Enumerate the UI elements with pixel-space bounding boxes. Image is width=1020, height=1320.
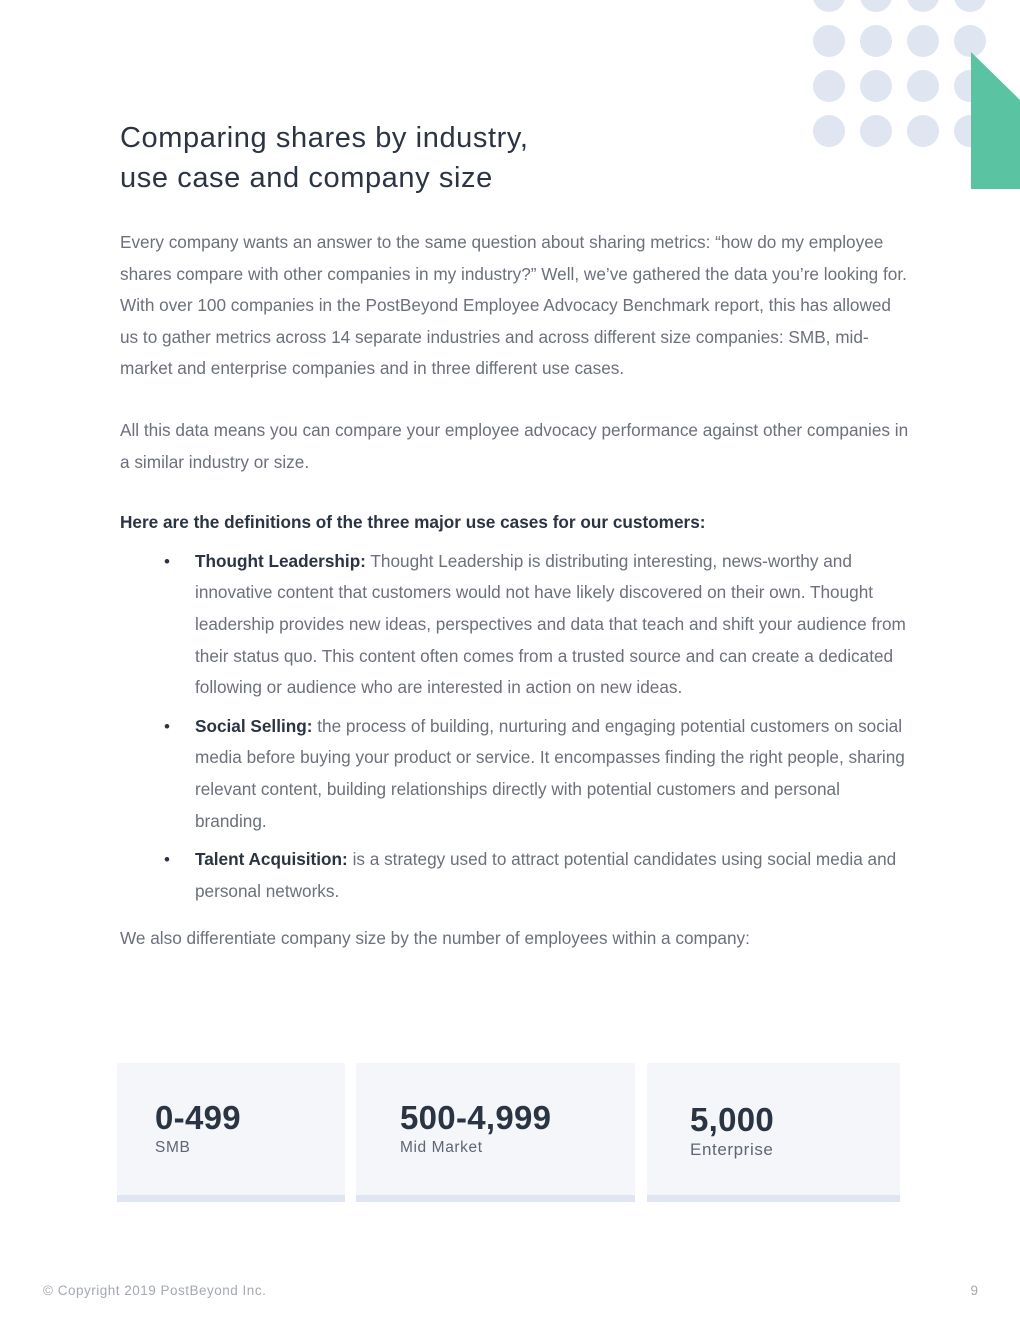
use-case-term: Social Selling:: [195, 715, 313, 736]
use-case-description: the process of building, nurturing and engaging potential customers on social media before buying your product or service. It encompasses finding the right people, sharing relevant content, building relationships directly with potential customers and personal branding.: [195, 715, 905, 831]
company-size-label: Enterprise: [690, 1140, 774, 1159]
decorative-corner-graphic: [800, 0, 1020, 200]
company-size-label: Mid Market: [400, 1139, 483, 1156]
use-case-talent-acquisition: [120, 844, 910, 907]
use-case-description: is a strategy used to attract potential candidates using social media and personal networks.: [195, 849, 897, 901]
dot-grid: [813, 0, 986, 147]
company-size-intro: We also differentiate company size by the number of employees within a company:: [120, 928, 750, 949]
company-size-card-enterprise: [647, 1063, 900, 1202]
company-size-range: 5,000: [690, 1101, 775, 1138]
page-title-line-1: Comparing shares by industry,: [120, 122, 529, 154]
use-case-thought-leadership: [120, 546, 910, 704]
bullet-icon: •: [164, 850, 170, 870]
use-case-term: Thought Leadership:: [195, 550, 366, 571]
dot-pattern-and-green-shape: [800, 0, 1020, 200]
green-accent-shape: [971, 52, 1020, 189]
company-size-cards: [0, 1063, 1020, 1203]
intro-paragraph: Every company wants an answer to the same question about sharing metrics: “how do my employee shares compare with other companies in my industry?” Well, we’ve gathered the data you’re looking for. With over 100 companies in the PostBeyond Employee Advocacy Benchmark report, this has allowed us to gather metrics across 14 separate industries and across different size companies: SMB, mid-market and enterprise companies and in three different use cases.: [120, 232, 907, 379]
page-title-line-2: use case and company size: [120, 162, 493, 194]
definitions-heading: Here are the definitions of the three major use cases for our customers:: [120, 512, 706, 533]
use-case-social-selling: [120, 711, 910, 837]
footer-copyright: © Copyright 2019 PostBeyond Inc.: [43, 1283, 267, 1298]
main-content: [120, 227, 910, 955]
use-case-term: Talent Acquisition:: [195, 849, 348, 870]
comparison-paragraph: All this data means you can compare your employee advocacy performance against other companies in a similar industry or size.: [120, 419, 909, 472]
page-title: [120, 118, 640, 198]
company-size-card-smb: [117, 1063, 345, 1202]
company-size-range: 500-4,999: [400, 1099, 552, 1136]
company-size-range: 0-499: [155, 1099, 241, 1136]
use-case-list: [120, 546, 910, 908]
company-size-label: SMB: [155, 1139, 191, 1156]
page-number: 9: [970, 1283, 978, 1298]
bullet-icon: •: [164, 551, 170, 571]
use-case-description: Thought Leadership is distributing interesting, news-worthy and innovative content that customers would not have likely discovered on their own. Thought leadership provides new ideas, perspectives and data that teach and shift your audience from their status quo. This content often comes from a trusted source and can create a dedicated following or audience who are interested in action on new ideas.: [195, 550, 906, 698]
bullet-icon: •: [164, 716, 170, 736]
company-size-card-mid-market: [356, 1063, 635, 1202]
